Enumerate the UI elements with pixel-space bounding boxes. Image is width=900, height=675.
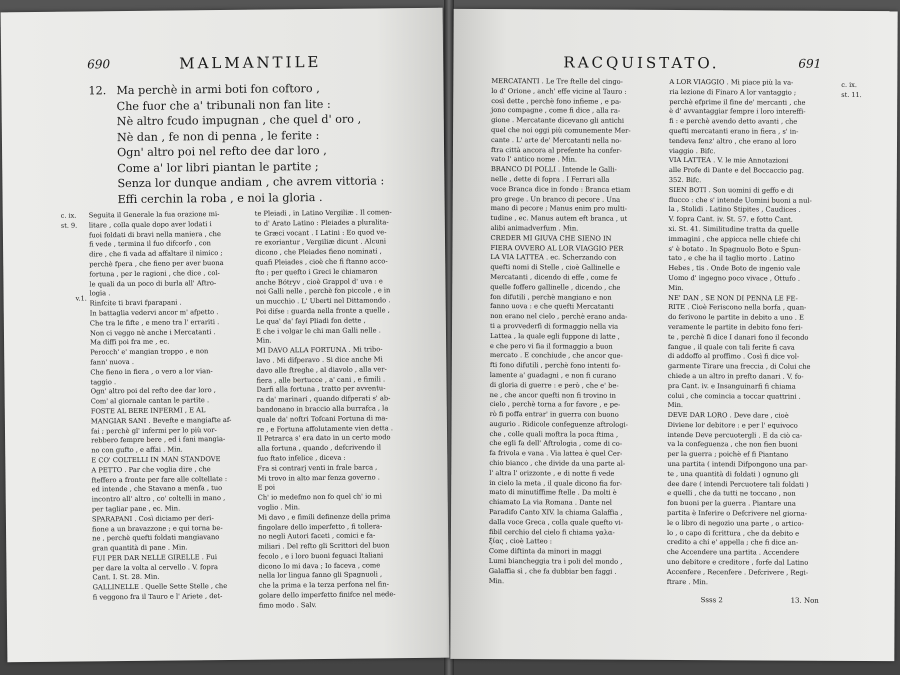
commentary-line: SPARAPANI . Così diciamo per deri- xyxy=(91,513,214,524)
commentary-line: le o libro di negozio una parte , o artico- xyxy=(666,518,804,528)
commentary-line: A PETTO . Par che voglia dire , che xyxy=(91,464,211,475)
right-commentary-col2 xyxy=(667,78,838,588)
commentary-line: ne , che ancor quefti non fi trovino in xyxy=(489,390,616,400)
commentary-line: DEVE DAR LORO . Deve dare , cioè xyxy=(667,411,789,420)
commentary-line: FOSTE AL BERE INFERMI , E AL xyxy=(90,406,206,416)
commentary-line: fann' nuova . xyxy=(90,357,135,367)
commentary-line: fti fono difutili , perchè fono intenti fo- xyxy=(489,361,621,370)
commentary-line: fanno uova : e che quefti Mercatanti xyxy=(490,302,614,312)
commentary-line: gran quantità di pane . Min. xyxy=(92,543,188,553)
commentary-line: FUI PER DAR NELLE GIRELLE . Fui xyxy=(92,552,218,563)
commentary-line: credito a chi e' appella ; che fi dice an- xyxy=(666,538,799,548)
commentary-line: Ch' io medefmo non fo quel ch' io mi xyxy=(257,492,382,502)
commentary-line: dicono Io mi dava ; Io faceva , come xyxy=(258,561,381,571)
commentary-line: ria lezione di Finaro A lor vantaggio ; xyxy=(669,87,797,97)
commentary-line: to d' Arato Latino : Pleiades a pluralita- xyxy=(254,218,389,228)
commentary-line: gione . Mercatante dicevano gli antichi xyxy=(491,116,625,125)
commentary-line: lamente a' guadagni , e non fi curano xyxy=(489,370,617,380)
commentary-line: la , Stolidi . Latino Stipites , Caudices . xyxy=(668,205,801,215)
commentary-line: Come diftinta da minori in maggi xyxy=(488,547,602,556)
commentary-line: SIEN BOTI . Son uomini di geffo e di xyxy=(668,185,794,195)
commentary-line: quafi Pleiades , cioè che fi ftanno acco- xyxy=(255,257,388,267)
right-page-number: 691 xyxy=(798,56,822,71)
commentary-line: così dette , perchè fono infieme , e pa- xyxy=(491,96,622,106)
commentary-line: VIA LATTEA . V. le mie Annotazioni xyxy=(668,156,789,165)
signature-mark: Ssss 2 xyxy=(700,596,723,605)
commentary-line: Ogn' altro poi del refto dee dar loro , xyxy=(90,386,216,396)
stanza-line: Ogn' altro poi nel refto dee dar loro , xyxy=(117,143,327,160)
commentary-line: davo alle ftreghe , al diavolo , alla ver- xyxy=(256,365,387,375)
commentary-line: V. fopra Cant. iv. St. 57. e fotto Cant. xyxy=(668,215,793,224)
commentary-line: incontro all' altro , co' coltelli in mano , xyxy=(91,494,226,504)
commentary-line: fibil cerchio del cielo fi chiama γαλα- xyxy=(488,527,615,537)
commentary-line: dalla voce Greca , colla quale quefto vi- xyxy=(488,517,623,527)
commentary-line: E poi xyxy=(257,483,276,492)
commentary-line: intende Deve percuotergli . E da ciò ca- xyxy=(667,430,803,440)
commentary-line: mercato . E conchiude , che ancor que- xyxy=(489,351,623,361)
commentary-line: va la confeguenza , che non fien buoni xyxy=(667,440,798,450)
commentary-line: rò fi poffa entrar' in guerra con buono xyxy=(489,410,619,419)
commentary-line: ξίας , cioè Latteo : xyxy=(488,537,553,546)
commentary-line: per la guerra ; poichè ef fi Piantano xyxy=(667,450,789,459)
commentary-line: lavo . Mi difperavo . Si dice anche Mi xyxy=(256,355,383,365)
commentary-line: Darfi alla fortuna , tratto per avventu- xyxy=(256,384,386,395)
commentary-line: fi : e perchè avendo detto avanti , che xyxy=(669,117,798,126)
commentary-line: ra da' marinari , quando difperati s' ab- xyxy=(256,394,391,404)
commentary-line: chiamato La via Romana . Dante nel xyxy=(489,498,612,507)
commentary-line: le quali da un poco di burla all' Aftro- xyxy=(89,278,217,288)
commentary-line: Il Petrarca s' era dato in un certo modo xyxy=(257,433,391,443)
commentary-line: Paradifo Canto XIV. la chiama Galaffia , xyxy=(489,508,623,517)
commentary-line: alle Profe di Dante e del Boccaccio pag. xyxy=(668,166,804,175)
commentary-line: CREDER MI GIUVA CHE SIENO IN xyxy=(490,233,612,243)
commentary-line: garmente Tirare una freccia , di Colui che xyxy=(667,362,811,371)
commentary-line: MANGIAR SANI . Bevefte e mangiafte af- xyxy=(90,415,232,426)
commentary-line: Mi davo , e fimili definenze della prima xyxy=(257,511,391,522)
commentary-line: dee dare ( intendi Percuotere tali foldati ) xyxy=(667,479,809,489)
commentary-line: rebbero fempre bere , ed i fani mangia- xyxy=(91,435,226,445)
commentary-line: Uomo d' ingegno poco vivace , Ottufo . xyxy=(668,273,801,283)
commentary-line: E che i volgar le chi man Galli nelle . xyxy=(255,325,381,336)
right-running-head: RACQUISTATO. xyxy=(563,53,720,73)
commentary-line: che egli fa dell' Aftrologia , come di co- xyxy=(489,439,623,449)
commentary-line: alla fortuna , quando , defcrivendo il xyxy=(257,443,382,453)
stanza-line: Come a' lor libri piantan le partite ; xyxy=(117,159,319,175)
commentary-line: cielo , perchè torna a for favore , e pe- xyxy=(489,400,621,410)
commentary-line: tato , e che ha il taglio morto . Latino xyxy=(668,254,795,263)
margin-ref-line: st. 9. xyxy=(60,221,78,230)
commentary-line: veramente le partite in debito fono feri- xyxy=(668,322,803,332)
commentary-line: fi vede , termina il fuo difcorfo , con xyxy=(89,239,211,249)
right-margin-ref xyxy=(841,81,862,101)
commentary-line: per dare la volta al cervello . V. fopra xyxy=(92,562,219,573)
left-page-number: 690 xyxy=(87,57,111,72)
commentary-line: NE' DAN , SE NON DI PENNA LE FE- xyxy=(668,293,798,303)
commentary-line: A LOR VIAGGIO . Mi piace più la va- xyxy=(669,77,794,87)
commentary-line: FIERA OVVERO AL LOR VIAGGIO PER xyxy=(490,243,624,253)
left-running-head: MALMANTILE xyxy=(179,52,322,73)
commentary-line: noi Galli nelle , perchè fon piccole , e in xyxy=(255,286,391,297)
commentary-line: Galaffia sì , che fa dubbiar ben faggi . xyxy=(488,566,617,576)
commentary-line: MI DAVO ALLA FORTUNA . Mi tribo- xyxy=(256,345,383,355)
commentary-line: fecolo , e i loro buoni feguaci Italiani xyxy=(258,551,384,561)
right-commentary-col1 xyxy=(489,77,660,587)
commentary-line: che , colle quali moftra la poca ftima , xyxy=(489,429,619,439)
stanza-line: Nè dan , fe non di penna , le ferite : xyxy=(116,128,320,144)
commentary-line: Cant. I. St. 28. Min. xyxy=(92,573,160,582)
commentary-line: una partita ( intendi Difpongono una par- xyxy=(667,460,808,469)
left-commentary-col2 xyxy=(255,208,419,611)
left-commentary-col1 xyxy=(89,210,251,604)
commentary-line: fon difutili , perchè mangiano e non xyxy=(490,292,612,302)
commentary-line: fuo ftato infelice , diceva : xyxy=(257,453,346,463)
stanza-line: Ma perchè in armi boti fon coftoro , xyxy=(116,81,320,98)
commentary-line: che Accendere una partita . Accendere xyxy=(666,548,800,557)
commentary-line: per tagliar pane , ec. Min. xyxy=(91,504,181,514)
commentary-line: pro grege . Un branco di pecore . Una xyxy=(490,194,621,204)
commentary-line: non erano nel cielo , perchè erano anda- xyxy=(490,312,628,321)
commentary-line: partita è Inferire o Defcrivere nel giorna- xyxy=(667,509,808,518)
commentary-line: dicono , che Pleiades fieno nominati , xyxy=(255,247,382,257)
commentary-line: fon buoni per la guerra . Piantare una xyxy=(667,499,796,508)
commentary-line: è d' avvantaggiar fempre i loro intereffi- xyxy=(669,107,806,117)
commentary-line: GALLINELLE . Quelle Sette Stelle , che xyxy=(92,582,228,592)
commentary-line: jono compagne , come fi dice , alla ra- xyxy=(491,106,621,116)
stanza-line: Effi cerchin la roba , e noi la gloria . xyxy=(117,190,323,206)
commentary-line: LA VIA LATTEA . ec. Scherzando con xyxy=(490,253,617,263)
commentary-line: no negli Autori faceti , comici e fa- xyxy=(258,531,376,541)
commentary-line: Diviene lor debitore : e per l' equivoco xyxy=(667,420,798,430)
commentary-line: lo , o capo di fcrittura , che da debito e xyxy=(666,528,800,538)
commentary-line: Poi difse : guarda nella fronte a quelle , xyxy=(255,306,390,316)
commentary-line: alibi animadverfum . Min. xyxy=(490,223,579,233)
commentary-line: vato l' antico nome . Min. xyxy=(490,155,578,164)
commentary-line: anche Bótryv , cioè Grappol d' uva : e xyxy=(255,276,383,287)
left-margin-ref xyxy=(61,212,78,232)
commentary-line: fimo modo . Salv. xyxy=(258,600,317,610)
commentary-line: perchè efprime il fine de' mercanti , che xyxy=(669,97,806,107)
commentary-line: fto ; per quefto i Greci le chiamaron xyxy=(255,267,378,277)
commentary-line: quefti nomi di Stelle , cioè Gallinelle e xyxy=(490,263,620,272)
commentary-line: te , perchè fi dice I danari fono il fecondo xyxy=(667,332,809,342)
commentary-line: di addoffo al proffimo . Così fi dice vol- xyxy=(667,352,800,361)
commentary-line: che la prima e la terza perfona nel fin- xyxy=(258,580,389,590)
commentary-line: Lumi biancheggia tra i poli del mondo , xyxy=(488,557,623,566)
commentary-line: fingolare dello imperfetto , fi tollera- xyxy=(257,521,383,532)
commentary-line: Mi trovo in alto mar fenza governo . xyxy=(257,472,380,483)
commentary-line: fiera , alle bertucce , a' cani , e fimili . xyxy=(256,374,386,385)
commentary-line: pra Cant. iv. e Insanguinarfi fi chiama xyxy=(667,381,796,391)
commentary-line: 352. Bifc. xyxy=(668,175,702,185)
commentary-line: nelle , dette di fopra . I Ferrari alla xyxy=(490,175,610,184)
commentary-line: fione a un bravazzone ; e qui torna be- xyxy=(91,523,223,533)
margin-ref-line: st. 11. xyxy=(841,90,862,99)
catchword: 13. Non xyxy=(790,596,819,605)
commentary-line: e quelli , che da tutti ne toccano , non xyxy=(667,489,796,499)
commentary-line: voce Branca dice in fondo : Branca etiam xyxy=(490,184,631,194)
stanza-line: Senza lor dunque andiam , che avrem vittoria : xyxy=(117,174,385,191)
commentary-line: fai ; perchè gl' infermi per lo più vor- xyxy=(90,425,217,435)
stanza-line: Che fuor che a' tribunali non fan lite : xyxy=(116,97,331,113)
commentary-line: quefti mercatanti erano in fiera , s' in- xyxy=(669,126,799,136)
margin-ref-line: c. ix. xyxy=(60,211,77,220)
commentary-line: fortuna , per le ragioni , che dice , col- xyxy=(89,268,220,279)
commentary-line: ti a provvederfi di formaggio nella via xyxy=(490,321,619,331)
commentary-line: Min. xyxy=(256,336,272,346)
commentary-line: Perocch' e' mangian troppo , e non xyxy=(90,347,209,357)
commentary-line: dire , che fi vada ad affaltare il nimico ; xyxy=(89,249,223,259)
commentary-line: flucco : che s' intende Uomini buoni a nul- xyxy=(668,195,812,205)
stanza-line: Nè altro fcudo impugnan , che quel d' oro , xyxy=(116,112,362,129)
commentary-line: Min. xyxy=(668,283,684,292)
right-page xyxy=(450,9,897,661)
commentary-line: di gloria di guerre : e però , che e' be- xyxy=(489,380,619,390)
commentary-line: viaggio . Bifc. xyxy=(668,146,716,155)
commentary-line: Non ci veggo nè anche i Mercatanti . xyxy=(89,327,216,337)
commentary-line: Min. xyxy=(488,576,505,585)
commentary-line: voglio . Min. xyxy=(257,503,301,512)
commentary-line: no con gufto , e affai . Min. xyxy=(91,445,183,455)
commentary-line: Ma diffi poi fra me , ec. xyxy=(90,337,170,347)
commentary-line: RITE . Cioè Feriscono nella borfa , quan- xyxy=(668,303,807,313)
commentary-line: in cielo la meta , il quale dicono fia for- xyxy=(489,478,622,488)
commentary-line: re , e Fortuna affolutamente vien detta . xyxy=(256,423,393,434)
commentary-line: taggio . xyxy=(90,377,117,386)
commentary-line: Che fieno in fiera , o vero a lor vian- xyxy=(90,366,213,377)
commentary-line: s' è botato . In Spagnuolo Boto e Spun- xyxy=(668,244,801,254)
commentary-line: Accenfere , Recenfere . Defcrivere , Regi- xyxy=(666,567,809,577)
commentary-line: colui , che comincia a toccar quattrini . xyxy=(667,391,801,401)
commentary-line: xi. St. 41. Similitudine tratta da quelle xyxy=(668,224,799,234)
commentary-line: augurio . Ridicole confeguenze aftrologi- xyxy=(489,419,628,429)
commentary-line: immagini , che appicca nelle chiefe chi xyxy=(668,234,801,244)
commentary-line: bandonano in braccio alla burrafca , la xyxy=(256,404,389,414)
commentary-line: ftrare . Min. xyxy=(666,577,709,586)
commentary-line: miliari . Del refto gli Scrittori del buon xyxy=(258,541,390,551)
commentary-line: ftra città ancora al prefente ha confer- xyxy=(490,145,622,155)
commentary-line: chio bianco , che divide da una parte al- xyxy=(489,459,626,468)
commentary-line: te Pleiadi , in Latino Vergiliæ . Il comen- xyxy=(254,208,392,218)
commentary-line: cante . L' arte de' Mercatanti nella no- xyxy=(490,135,622,145)
stanza-number: 12. xyxy=(88,84,107,98)
commentary-line: quel che noi oggi più comunemente Mer- xyxy=(491,126,631,135)
commentary-line: Seguita il Generale la fua orazione mi- xyxy=(88,210,220,220)
commentary-line: lo d' Orione , anch' effe vicine al Tauro : xyxy=(491,86,627,96)
commentary-line: quelle foffero gallinelle , dicendo , che xyxy=(490,282,621,292)
commentary-line: ed intende , che Stavano a menfa , tuo xyxy=(91,484,223,494)
commentary-line: chiede a un altro in prefto danari . V. fo- xyxy=(667,371,804,381)
commentary-line: BRANCO DI POLLI . Intende le Galli- xyxy=(490,165,617,174)
commentary-line: logia . xyxy=(89,289,111,298)
commentary-line: nella lor lingua fanno gli Spagnuoli , xyxy=(258,570,383,581)
commentary-line: quale da' noftri Tofcani Fortuna di ma- xyxy=(256,414,388,424)
commentary-line: MERCATANTI . Le Tre ftelle del cingo- xyxy=(491,77,623,86)
commentary-line: Lattea , la quale egli fuppone di latte , xyxy=(489,331,620,341)
commentary-line: l' altra l' orizzonte , e di notte fi vede xyxy=(489,468,615,478)
left-page xyxy=(1,8,450,663)
commentary-line: Le qua' da' fayi Pliadi fon dette , xyxy=(255,316,366,326)
commentary-line: Che tra le fifte , e meno tra l' errariti . xyxy=(89,317,220,328)
commentary-line: litare , colla quale dopo aver lodati i xyxy=(88,219,212,230)
commentary-line: Fra si contrarj venti in frale barca , xyxy=(257,463,378,473)
commentary-line: te , una quantità di foldati ) ognuno gli xyxy=(667,469,799,479)
commentary-line: mano di pecore ; Manus enim pro multi- xyxy=(490,204,628,214)
commentary-line: Com' al giornale cantan le partite . xyxy=(90,396,210,406)
commentary-line: un mucchio . L' Uberti nel Dittamondo . xyxy=(255,296,391,306)
left-margin-ref-verse: v.1. xyxy=(75,294,87,303)
commentary-line: tudine , ec. Manus autem eft branca , ut xyxy=(490,214,628,223)
margin-ref-line: c. ix. xyxy=(841,80,857,89)
commentary-line: fangue , il quale con tali ferite fi cava xyxy=(667,342,795,352)
commentary-line: fi veggono fra il Tauro e l' Ariete , det- xyxy=(92,592,223,602)
commentary-line: uno debitore e creditore , forfe dal Latino xyxy=(666,558,809,567)
commentary-line: fa frivola e vana . Via lattea è quel Cer- xyxy=(489,449,623,459)
commentary-line: Hebes , tis . Onde Boto de ingenio vale xyxy=(668,264,801,273)
commentary-line: do ferivono le partite in debito a uno . E xyxy=(668,313,804,322)
commentary-line: Rinfcite ti bravi fparapani . xyxy=(89,298,182,308)
stanza xyxy=(88,80,385,207)
commentary-line: te Græci vocant . I Latini : Eo quod ve- xyxy=(254,227,387,238)
commentary-line: In battaglia vedervi ancor m' afpetto . xyxy=(89,308,219,318)
commentary-line: re exoriantur , Vergiliæ dicunt . Alcuni xyxy=(254,237,387,248)
commentary-line: E CO' COLTELLI IN MAN STANDOVE xyxy=(91,454,221,465)
commentary-line: golare dello imperfetto finifce nel mede- xyxy=(258,590,396,600)
commentary-line: ne , perchè quefti foldati mangiavano xyxy=(92,533,220,543)
commentary-line: mato di minutiffime ftelle . Da molti è xyxy=(489,488,617,498)
commentary-line: perchè fpera , che fieno per aver buona xyxy=(89,258,224,269)
commentary-line: fuoi foldati di bravi nella maniera , che xyxy=(88,229,221,240)
commentary-line: Mercatanti , dicendo di effe , come fe xyxy=(490,272,618,282)
commentary-line: tendeva fenz' altro , che erano al loro xyxy=(668,136,797,146)
commentary-line: e che pero vi fia il formaggio a buon xyxy=(489,341,613,351)
commentary-line: Min. xyxy=(667,401,684,410)
commentary-line: fteffero a fronte per fare alle coltellate : xyxy=(91,474,228,484)
